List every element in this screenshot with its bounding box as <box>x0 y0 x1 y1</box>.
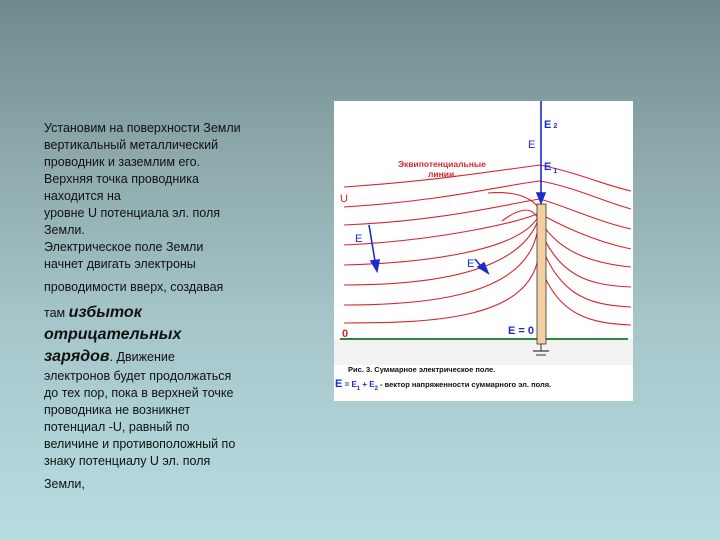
text-line: уровне U потенциала эл. поля <box>44 206 221 220</box>
vector-arrowhead <box>537 193 545 203</box>
emphasis-text: зарядов <box>44 348 110 365</box>
text-line-with-emphasis <box>44 346 284 368</box>
text-line: проводник и заземлим его. <box>44 155 201 169</box>
text-line: находится на <box>44 189 121 203</box>
text-line: начнет двигать электроны <box>44 257 196 271</box>
conductor-rod <box>537 204 546 344</box>
field-diagram-svg <box>334 101 633 401</box>
text-line: потенциал -U, равный по <box>44 420 190 434</box>
label-potential-u: U <box>340 193 348 205</box>
label-e: E <box>528 139 536 151</box>
slide-body-text <box>44 120 284 493</box>
equipotential-line <box>344 223 631 287</box>
field-diagram <box>334 101 633 401</box>
equipotential-label: Эквипотенциальные <box>398 159 486 169</box>
text-line: проводника не возникнет <box>44 403 191 417</box>
text-line-with-emphasis <box>44 302 284 324</box>
label-e-left: E <box>355 233 363 245</box>
text-line: Установим на поверхности Земли <box>44 121 241 135</box>
figure-caption: Рис. 3. Суммарное электрическое поле. <box>348 365 496 374</box>
equipotential-line <box>488 193 538 207</box>
emphasis-text: отрицательных <box>44 326 182 343</box>
vector-arrowhead <box>371 260 379 271</box>
formula-line: $E = E_1 + E_2$ - вектор напряженности суммарного эл. поля. <box>335 378 552 392</box>
equipotential-line <box>344 259 631 325</box>
label-e-zero: E = 0 <box>508 325 534 337</box>
text-line: Земли, <box>44 477 85 491</box>
text-fragment: . Движение <box>109 350 175 364</box>
equipotential-label: линии. <box>428 169 457 179</box>
label-e1: E $_1$ <box>544 161 558 175</box>
equipotential-line <box>344 213 631 249</box>
text-line: вертикальный металлический <box>44 138 219 152</box>
emphasis-text: избыток <box>68 304 142 321</box>
text-fragment: там <box>44 306 69 320</box>
label-zero-potential: 0 <box>342 328 349 340</box>
ground-area <box>334 339 633 365</box>
text-line: проводимости вверх, создавая <box>44 280 224 294</box>
text-line: до тех пор, пока в верхней точке <box>44 386 234 400</box>
equipotential-lines <box>344 165 631 325</box>
text-line: Верхняя точка проводника <box>44 172 199 186</box>
label-e2: E 2 <box>544 119 558 131</box>
text-line: величине и противоположный по <box>44 437 236 451</box>
text-line: Электрическое поле Земли <box>44 240 204 254</box>
text-line: электронов будет продолжаться <box>44 369 232 383</box>
text-line: Земли. <box>44 223 85 237</box>
equipotential-line <box>344 165 631 191</box>
equipotential-line <box>344 181 631 209</box>
label-e-right: E <box>467 258 475 270</box>
text-line: знаку потенциалу U эл. поля <box>44 454 211 468</box>
